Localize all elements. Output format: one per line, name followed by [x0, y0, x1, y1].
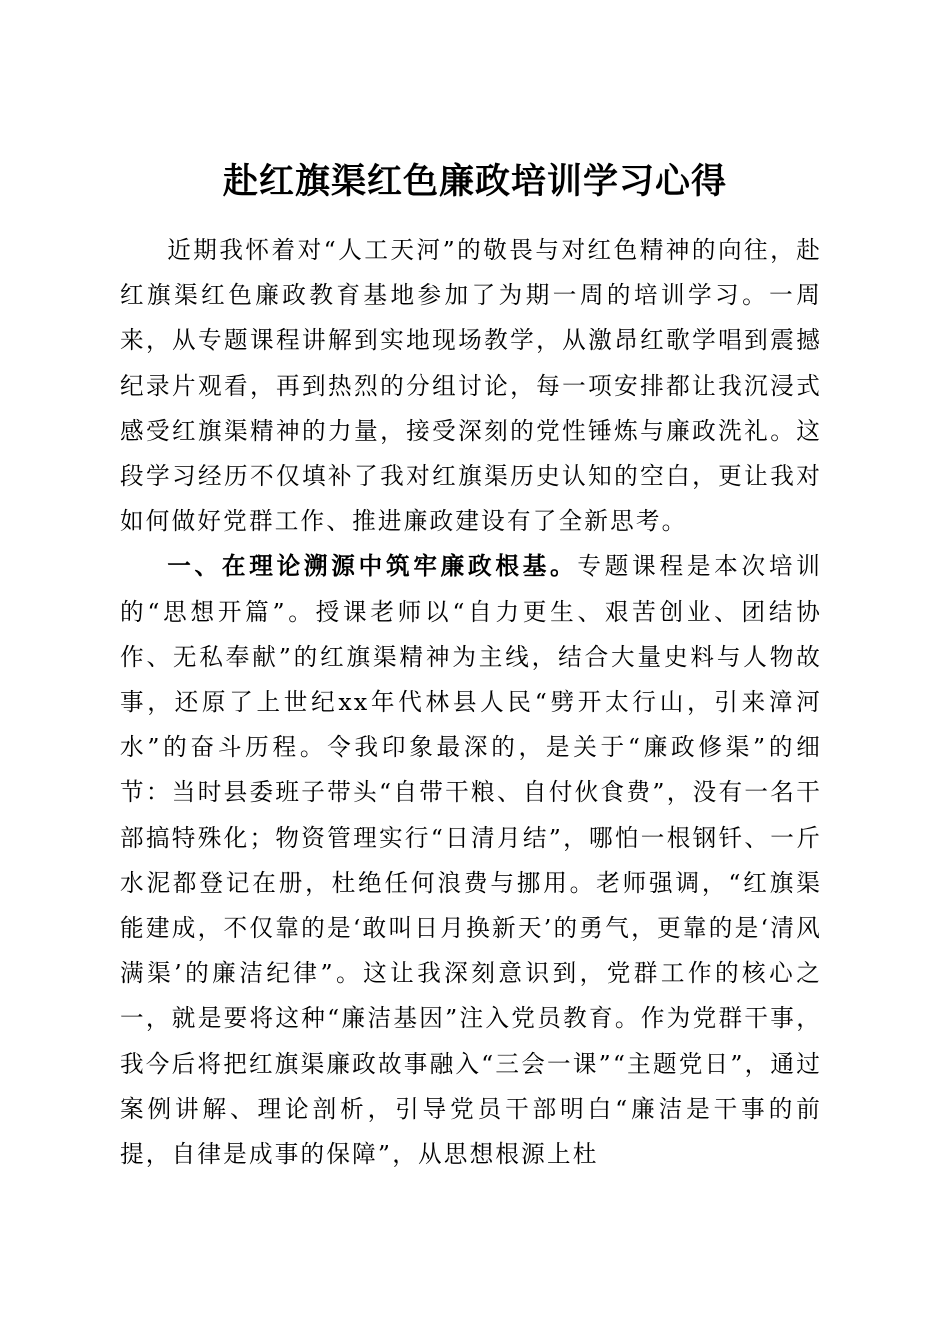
section-1-text: 专题课程是本次培训的“思想开篇”。授课老师以“自力更生、艰苦创业、团结协作、无私奉献”的红旗渠精神为主线，结合大量史料与人物故事，还原了上世纪xx年代林县人民“劈开太行山，引来漳河水”的奋斗历程。令我印象最深的，是关于“廉政修渠”的细节：当时县委班子带头“自带干粮、自付伙食费”，没有一名干部搞特殊化；物资管理实行“日清月结”，哪怕一根钢钎、一斤水泥都登记在册，杜绝任何浪费与挪用。老师强调，“红旗渠能建成，不仅靠的是‘敢叫日月换新天’的勇气，更靠的是‘清风满渠’的廉洁纪律”。这让我深刻意识到，党群工作的核心之一，就是要将这种“廉洁基因”注入党员教育。作为党群干事，我今后将把红旗渠廉政故事融入“三会一课”“主题党日”，通过案例讲解、理论剖析，引导党员干部明白“廉洁是干事的前提，自律是成事的保障”，从思想根源上杜	[120, 552, 822, 1169]
document-title: 赴红旗渠红色廉政培训学习心得	[222, 161, 727, 203]
section-1-heading: 一、在理论溯源中筑牢廉政根基。	[167, 552, 578, 581]
paragraph-intro	[120, 228, 822, 544]
paragraph-intro-text: 近期我怀着对“人工天河”的敬畏与对红色精神的向往，赴红旗渠红色廉政教育基地参加了为期一周的培训学习。一周来，从专题课程讲解到实地现场教学，从激昂红歌学唱到震撼纪录片观看，再到热烈的分组讨论，每一项安排都让我沉浸式感受红旗渠精神的力量，接受深刻的党性锤炼与廉政洗礼。这段学习经历不仅填补了我对红旗渠历史认知的空白，更让我对如何做好党群工作、推进廉政建设有了全新思考。	[120, 236, 822, 536]
paragraph-section-1	[120, 544, 822, 1177]
document-body	[120, 228, 822, 1177]
